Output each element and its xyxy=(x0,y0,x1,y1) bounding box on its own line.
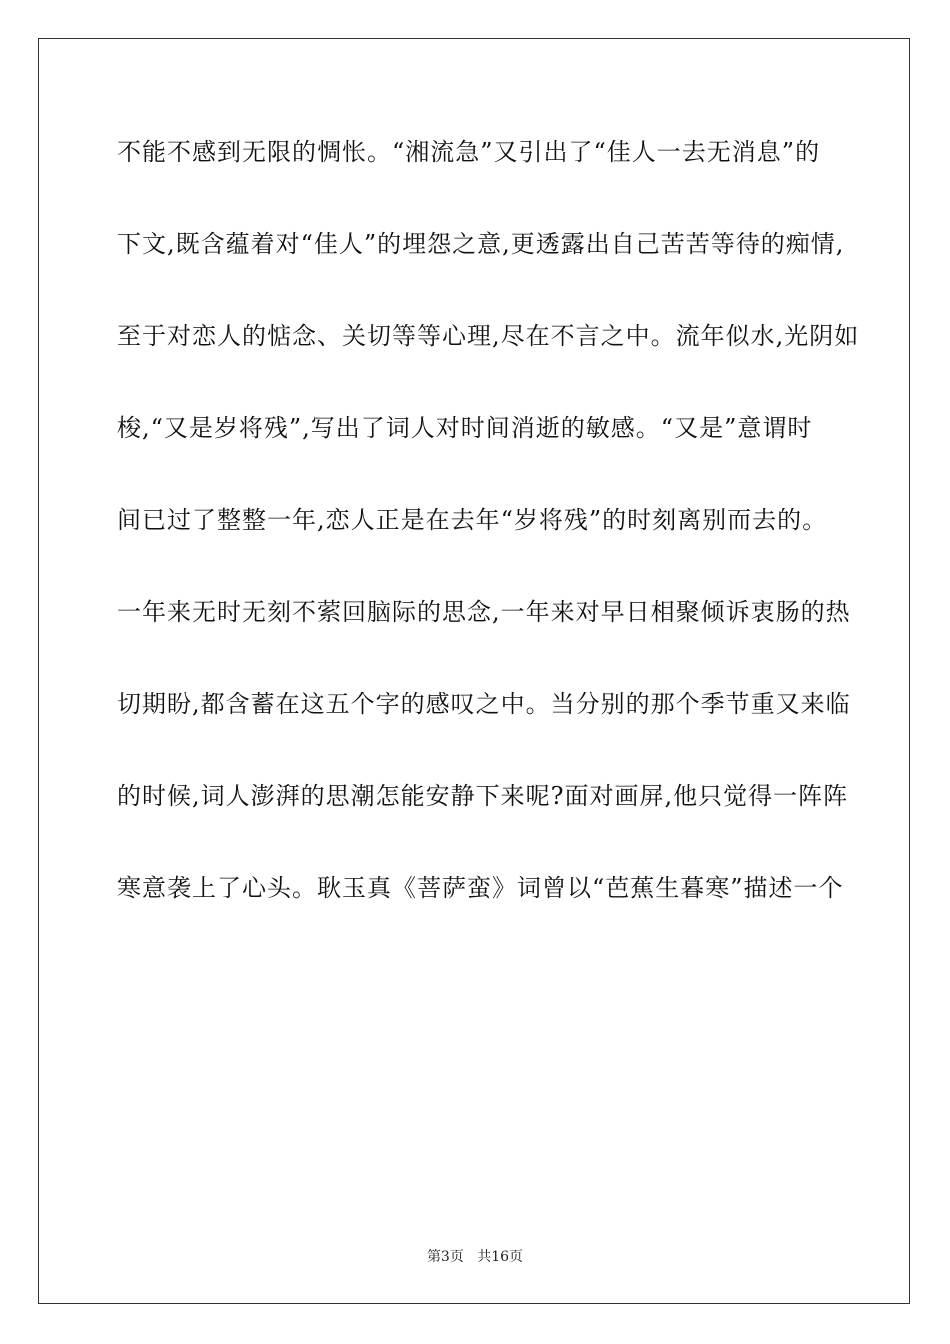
page-footer xyxy=(0,1246,950,1266)
page-number: 第3页 xyxy=(426,1249,464,1265)
text-line: 不能不感到无限的惆怅。“湘流急”又引出了“佳人一去无消息”的 xyxy=(117,138,821,166)
text-line: 下文,既含蕴着对“佳人”的埋怨之意,更透露出自己苦苦等待的痴情, xyxy=(117,230,845,258)
text-line: 梭,“又是岁将残”,写出了词人对时间消逝的敏感。“又是”意谓时 xyxy=(117,414,813,442)
text-line: 一年来无时无刻不萦回脑际的思念,一年来对早日相聚倾诉衷肠的热 xyxy=(117,598,851,626)
text-line: 寒意袭上了心头。耿玉真《菩萨蛮》词曾以“芭蕉生暮寒”描述一个 xyxy=(117,874,844,902)
document-body xyxy=(117,124,860,952)
text-line: 至于对恋人的惦念、关切等等心理,尽在不言之中。流年似水,光阴如 xyxy=(117,322,860,350)
total-pages: 共16页 xyxy=(477,1249,524,1265)
text-line: 的时候,词人澎湃的思潮怎能安静下来呢?面对画屏,他只觉得一阵阵 xyxy=(117,782,849,810)
text-line: 切期盼,都含蓄在这五个字的感叹之中。当分别的那个季节重又来临 xyxy=(117,690,851,718)
text-line: 间已过了整整一年,恋人正是在去年“岁将残”的时刻离别而去的。 xyxy=(117,506,828,534)
